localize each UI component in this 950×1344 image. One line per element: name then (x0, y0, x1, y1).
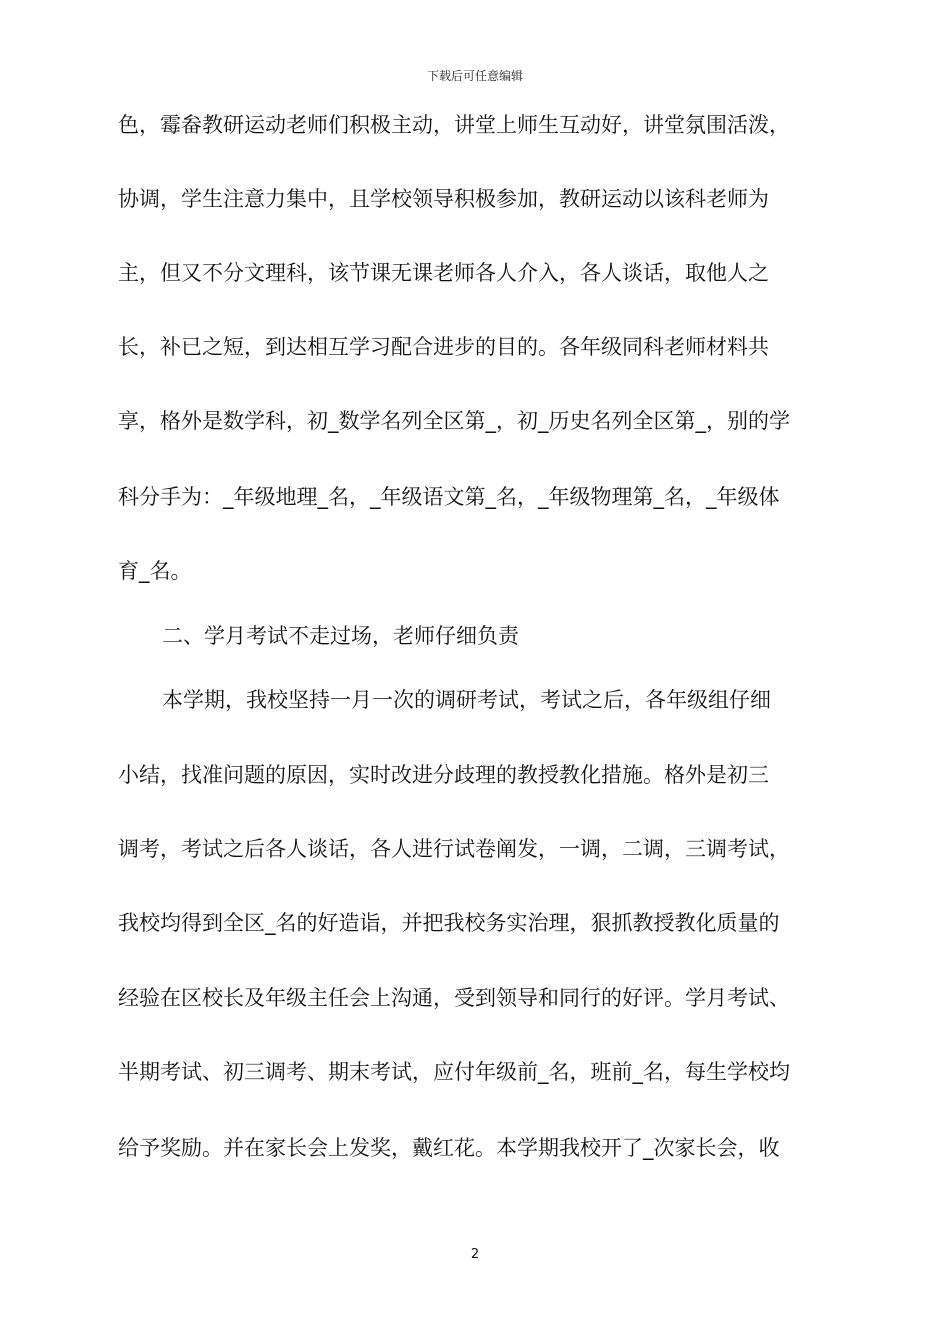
body-line: 主，但又不分文理科，该节课无课老师各人介入，各人谈话，取他人之 (118, 261, 769, 285)
body-line: 色，霉畚教研运动老师们积极主动，讲堂上师生互动好，讲堂氛围活泼， (118, 113, 790, 137)
body-line: 调考，考试之后各人谈话，各人进行试卷阐发，一调，二调，三调考试， (118, 837, 790, 861)
body-line: 半期考试、初三调考、期末考试，应付年级前_名，班前_名，每生学校均 (118, 1060, 790, 1084)
page-number: 2 (470, 1247, 480, 1262)
body-line: 育_名。 (118, 559, 192, 583)
body-line: 协调，学生注意力集中，且学校领导积极参加，教研运动以该科老师为 (118, 187, 769, 211)
section-heading: 二、学月考试不走过场，老师仔细负责 (162, 624, 519, 648)
body-line: 小结，找准问题的原因，实时改进分歧理的教授教化措施。格外是初三 (118, 763, 769, 787)
body-line: 给予奖励。并在家长会上发奖，戴红花。本学期我校开了_次家长会，收 (118, 1136, 780, 1160)
body-line: 我校均得到全区_名的好造诣，并把我校务实治理，狠抓教授教化质量的 (118, 911, 780, 935)
page-header: 下载后可任意编辑 (426, 69, 523, 83)
body-line: 经验在区校长及年级主任会上沟通，受到领导和同行的好评。学月考试、 (118, 986, 790, 1010)
body-line: 享，格外是数学科，初_数学名列全区第_，初_历史名列全区第_，别的学 (118, 409, 790, 433)
body-line: 科分手为：_年级地理_名，_年级语文第_名，_年级物理第_名，_年级体 (118, 485, 780, 509)
paragraph-first-line: 本学期，我校坚持一月一次的调研考试，考试之后，各年级组仔细 (162, 688, 771, 712)
body-line: 长，补已之短，到达相互学习配合进步的目的。各年级同科老师材料共 (118, 335, 769, 359)
